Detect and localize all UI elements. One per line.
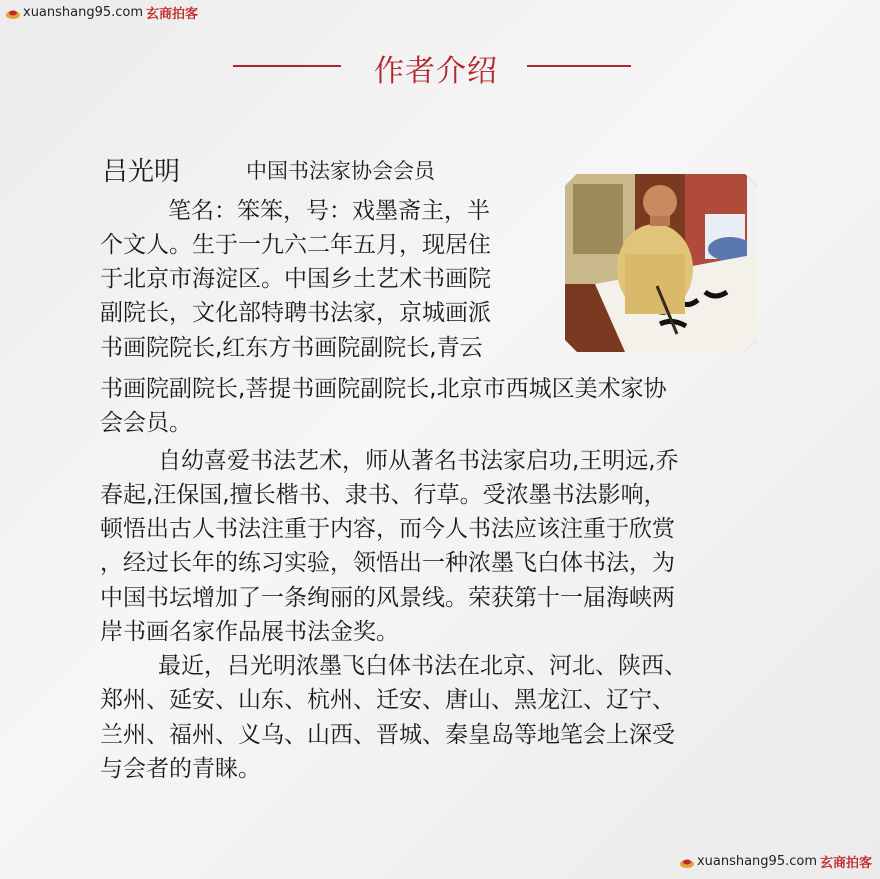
logo-icon: [680, 857, 694, 867]
bio-line: 春起,汪保国,擅长楷书、隶书、行草。受浓墨书法影响，: [100, 482, 667, 508]
bio-line: 会会员。: [100, 410, 192, 436]
watermark-brand: 玄商拍客: [819, 856, 872, 871]
author-role: 中国书法家协会会员: [246, 159, 435, 183]
bio-line: 兰州、福州、义乌、山西、晋城、秦皇岛等地笔会上深受: [100, 722, 675, 748]
bio-line: ，经过长年的练习实验，领悟出一种浓墨飞白体书法，为: [100, 550, 675, 576]
bio-line: 个文人。生于一九六二年五月，现居住: [100, 232, 491, 258]
bio-line: 书画院副院长,菩提书画院副院长,北京市西城区美术家协: [100, 376, 667, 402]
watermark-bottom: [680, 852, 872, 871]
bio-line: 郑州、延安、山东、杭州、迁安、唐山、黑龙江、辽宁、: [100, 687, 675, 713]
watermark-brand: 玄商拍客: [146, 7, 199, 22]
author-photo: [565, 174, 757, 352]
bio-line: 副院长，文化部特聘书法家，京城画派: [100, 300, 491, 326]
bio-line: 最近，吕光明浓墨飞白体书法在北京、河北、陕西、: [158, 653, 687, 679]
page-title: 作者介绍: [374, 54, 498, 89]
title-divider-left: [233, 65, 341, 67]
watermark-top: [6, 3, 198, 22]
author-name: 吕光明: [102, 157, 181, 187]
section-header: [0, 44, 880, 88]
bio-line: 顿悟出古人书法注重于内容，而今人书法应该注重于欣赏: [100, 516, 675, 542]
bio-line: 书画院院长,红东方书画院副院长,青云: [100, 335, 483, 361]
logo-icon: [6, 8, 20, 18]
bio-line: 于北京市海淀区。中国乡土艺术书画院: [100, 266, 491, 292]
bio-line: 与会者的青睐。: [100, 756, 261, 782]
bio-line: 岸书画名家作品展书法金奖。: [100, 619, 399, 645]
bio-line: 笔名：笨笨，号：戏墨斋主，半: [168, 198, 490, 224]
bio-line: 中国书坛增加了一条绚丽的风景线。荣获第十一届海峡两: [100, 585, 675, 611]
bio-line: 自幼喜爱书法艺术，师从著名书法家启功,王明远,乔: [158, 448, 679, 474]
watermark-url: xuanshang95.com: [696, 854, 817, 869]
watermark-url: xuanshang95.com: [23, 5, 144, 20]
title-divider-right: [527, 65, 631, 67]
